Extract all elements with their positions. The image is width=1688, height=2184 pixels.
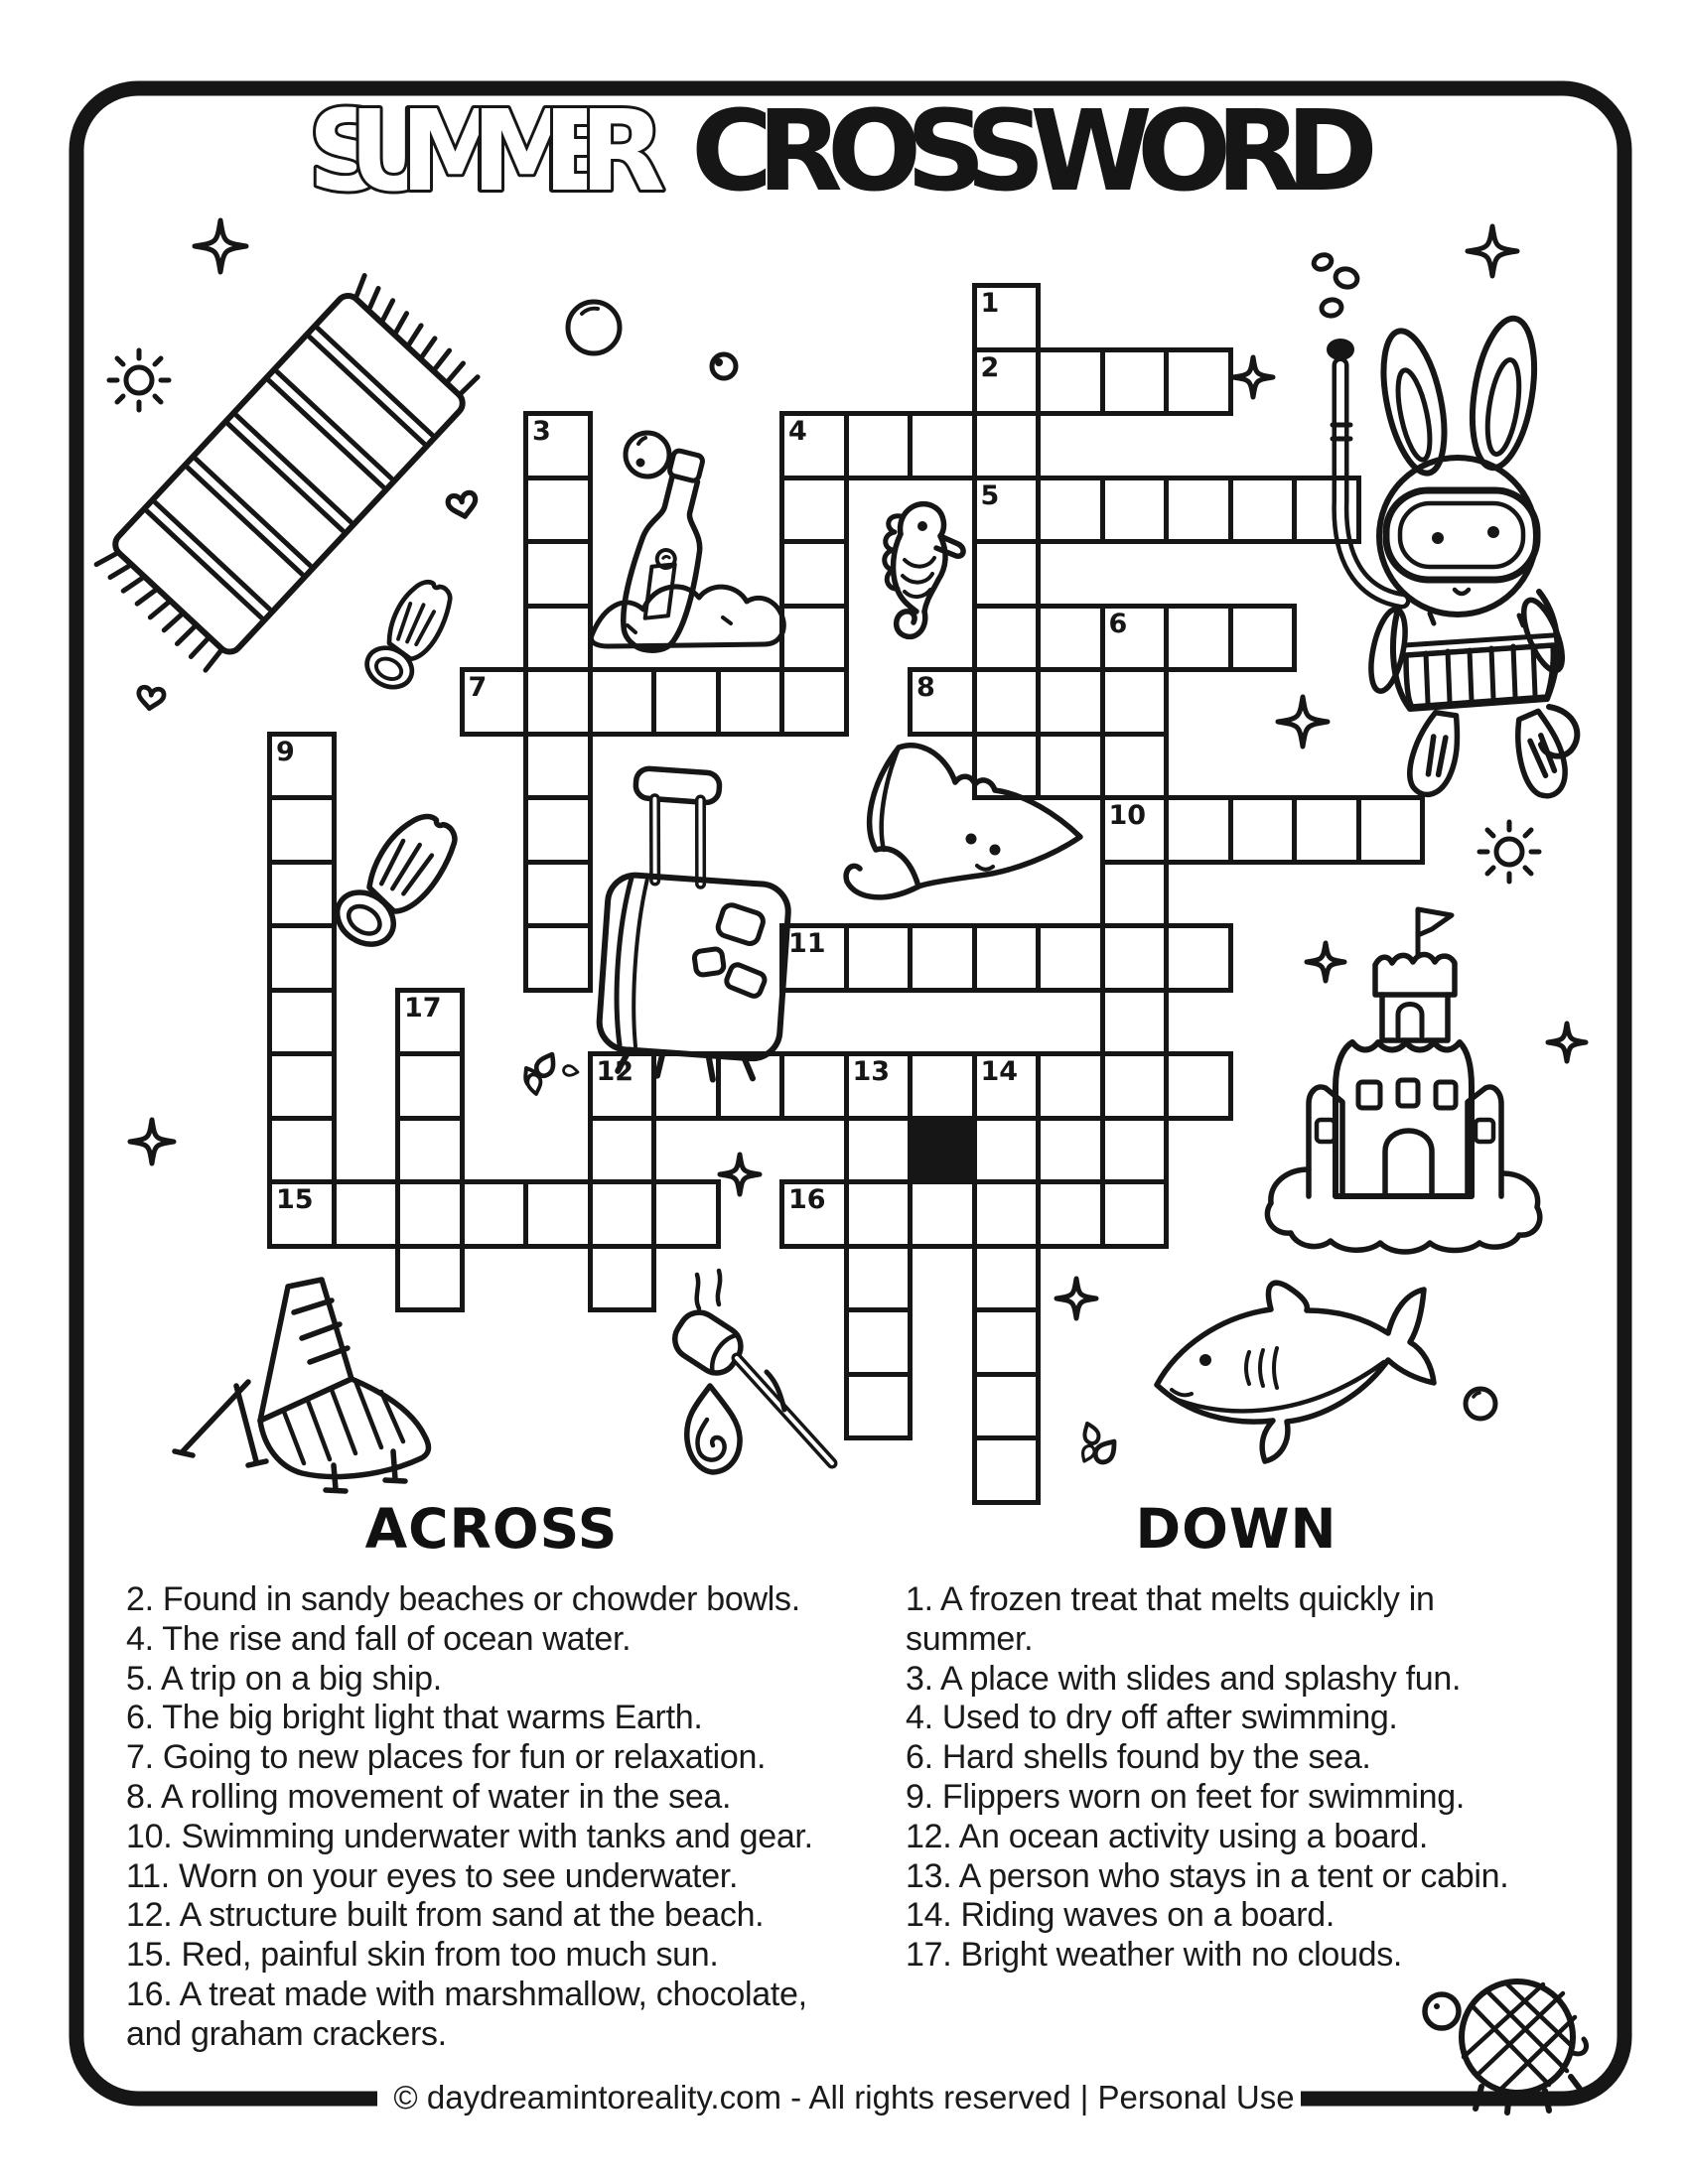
grid-cell[interactable]	[844, 1244, 914, 1313]
down-clue: 1. A frozen treat that melts quickly in	[906, 1580, 1435, 1618]
clue-number: 2	[980, 351, 1000, 383]
grid-cell[interactable]	[1100, 1179, 1170, 1249]
across-clue: 10. Swimming underwater with tanks and gear.	[126, 1817, 813, 1855]
clue-number: 7	[468, 672, 488, 703]
grid-cell[interactable]	[523, 923, 593, 993]
grid-cell[interactable]	[1164, 795, 1233, 865]
across-clue-list	[126, 1580, 881, 2055]
grid-cell[interactable]	[972, 667, 1042, 737]
grid-cell[interactable]	[395, 1051, 465, 1121]
clue-number: 14	[980, 1056, 1019, 1087]
grid-cell[interactable]	[1228, 476, 1298, 545]
snorkeling-bunny-illustration	[1329, 314, 1577, 801]
grid-cell[interactable]	[395, 1116, 465, 1185]
grid-cell[interactable]	[908, 411, 977, 480]
grid-cell[interactable]	[523, 1179, 593, 1249]
across-clue: 7. Going to new places for fun or relaxation.	[126, 1738, 767, 1777]
grid-cell[interactable]	[1164, 1051, 1233, 1121]
sun-doodle-right	[1479, 822, 1539, 882]
grid-cell[interactable]	[844, 1307, 914, 1377]
down-clue: 4. Used to dry off after swimming.	[906, 1699, 1398, 1737]
grid-cell[interactable]	[844, 923, 914, 993]
clue-number: 9	[276, 736, 295, 767]
grid-cell[interactable]	[972, 539, 1042, 609]
down-clue: summer.	[906, 1619, 1034, 1658]
grid-cell[interactable]	[779, 539, 849, 609]
grid-cell[interactable]	[267, 860, 337, 929]
grid-cell[interactable]	[779, 604, 849, 673]
grid-cell[interactable]	[844, 411, 914, 480]
clue-number: 8	[916, 672, 935, 703]
grid-cell[interactable]	[1036, 347, 1105, 417]
down-clue: 9. Flippers worn on feet for swimming.	[906, 1777, 1466, 1816]
grid-cell[interactable]	[395, 1244, 465, 1313]
grid-cell[interactable]	[844, 1372, 914, 1441]
suitcase-illustration	[596, 766, 797, 1087]
grid-cell[interactable]	[908, 1179, 977, 1249]
clue-number: 3	[532, 416, 551, 447]
grid-cell[interactable]	[972, 411, 1042, 480]
grid-cell[interactable]	[651, 667, 721, 737]
grid-cell[interactable]	[716, 667, 785, 737]
grid-cell[interactable]	[523, 604, 593, 673]
marshmallow-campfire-illustration	[667, 1271, 832, 1472]
grid-cell[interactable]	[1164, 476, 1233, 545]
grid-cell[interactable]	[1228, 604, 1298, 673]
grid-cell[interactable]	[267, 1116, 337, 1185]
grid-cell[interactable]	[267, 795, 337, 865]
grid-cell[interactable]	[844, 1179, 914, 1249]
grid-cell[interactable]	[651, 1179, 721, 1249]
grid-cell[interactable]	[1100, 1116, 1170, 1185]
footer-credit: © daydreamintoreality.com - All rights reserved | Personal Use	[393, 2079, 1295, 2116]
grid-cell[interactable]	[844, 1116, 914, 1185]
grid-cell[interactable]	[972, 1372, 1042, 1441]
grid-cell[interactable]	[779, 476, 849, 545]
grid-cell[interactable]	[779, 1051, 849, 1121]
clue-number: 4	[788, 416, 807, 447]
across-clue: 12. A structure built from sand at the beach.	[126, 1896, 765, 1935]
across-clue: 4. The rise and fall of ocean water.	[126, 1619, 632, 1658]
grid-cell[interactable]	[1036, 1179, 1105, 1249]
beach-towel-illustration	[92, 272, 486, 676]
grid-cell[interactable]	[1228, 795, 1298, 865]
grid-cell[interactable]	[1100, 347, 1170, 417]
grid-cell[interactable]	[523, 476, 593, 545]
grid-cell[interactable]	[972, 1244, 1042, 1313]
across-clue: and graham crackers.	[126, 2014, 447, 2053]
grid-cell[interactable]	[267, 988, 337, 1057]
grid-cell[interactable]	[1164, 604, 1233, 673]
title-word-crossword: CROSSWORD	[691, 87, 1378, 216]
grid-cell[interactable]	[1036, 1051, 1105, 1121]
grid-cell[interactable]	[1036, 923, 1105, 993]
across-clue: 6. The big bright light that warms Earth.	[126, 1699, 703, 1737]
down-heading: DOWN	[1135, 1497, 1337, 1561]
lounge-chair-illustration	[175, 1280, 428, 1491]
grid-cell[interactable]	[588, 667, 657, 737]
grid-cell[interactable]	[972, 732, 1042, 801]
grid-cell[interactable]	[972, 1435, 1042, 1505]
grid-cell[interactable]	[908, 1051, 977, 1121]
grid-cell[interactable]	[460, 1179, 529, 1249]
clue-number: 6	[1108, 608, 1128, 639]
across-clue: 11. Worn on your eyes to see underwater.	[126, 1856, 739, 1895]
across-clue: 16. A treat made with marshmallow, chocolate,	[126, 1975, 807, 2013]
grid-cell[interactable]	[779, 667, 849, 737]
grid-cell[interactable]	[1100, 1051, 1170, 1121]
grid-cell[interactable]	[523, 795, 593, 865]
grid-cell[interactable]	[1100, 732, 1170, 801]
grid-cell[interactable]	[1100, 860, 1170, 929]
clue-number: 17	[404, 992, 442, 1024]
grid-cell[interactable]	[908, 923, 977, 993]
clue-number: 11	[788, 928, 826, 959]
message-bottle-illustration	[591, 447, 783, 658]
grid-cell[interactable]	[1100, 476, 1170, 545]
down-clue: 12. An ocean activity using a board.	[906, 1817, 1428, 1855]
down-clue: 13. A person who stays in a tent or cabin.	[906, 1856, 1509, 1895]
heart-icons	[137, 491, 479, 710]
grid-cell[interactable]	[588, 1244, 657, 1313]
grid-cell[interactable]	[1036, 604, 1105, 673]
down-clue: 6. Hard shells found by the sea.	[906, 1738, 1371, 1777]
clue-number: 12	[596, 1056, 634, 1087]
grid-cell[interactable]	[588, 1116, 657, 1185]
grid-cell[interactable]	[1036, 1116, 1105, 1185]
sun-doodle-left	[109, 350, 169, 410]
grid-cell[interactable]	[1036, 667, 1105, 737]
grid-cell[interactable]	[1100, 923, 1170, 993]
grid-cell[interactable]	[588, 1179, 657, 1249]
across-clue: 15. Red, painful skin from too much sun.	[126, 1936, 719, 1975]
grid-cell[interactable]	[972, 604, 1042, 673]
grid-cell[interactable]	[1164, 923, 1233, 993]
title	[0, 0, 1688, 238]
clue-number: 16	[788, 1184, 826, 1215]
clue-number: 15	[276, 1184, 314, 1215]
grid-cell[interactable]	[523, 539, 593, 609]
clue-number: 10	[1108, 800, 1147, 831]
grid-cell[interactable]	[1292, 795, 1361, 865]
sandcastle-illustration	[1267, 909, 1539, 1252]
grid-cell[interactable]	[651, 1051, 721, 1121]
grid-cell[interactable]	[1036, 476, 1105, 545]
across-heading: ACROSS	[364, 1497, 619, 1561]
down-clue-list	[906, 1580, 1640, 1976]
grid-cell-black	[908, 1116, 977, 1185]
grid-cell[interactable]	[716, 1051, 785, 1121]
grid-cell[interactable]	[523, 732, 593, 801]
grid-cell[interactable]	[972, 923, 1042, 993]
grid-cell[interactable]	[267, 923, 337, 993]
seahorse-illustration	[885, 504, 963, 637]
grid-cell[interactable]	[972, 1179, 1042, 1249]
grid-cell[interactable]	[1036, 732, 1105, 801]
grid-cell[interactable]	[1100, 667, 1170, 737]
grid-cell[interactable]	[395, 1179, 465, 1249]
grid-cell[interactable]	[972, 1116, 1042, 1185]
grid-cell[interactable]	[972, 1307, 1042, 1377]
clue-number: 1	[980, 288, 1000, 319]
clue-number: 5	[980, 479, 1000, 511]
down-clue: 3. A place with slides and splashy fun.	[906, 1659, 1462, 1698]
grid-cell[interactable]	[267, 1051, 337, 1121]
grid-cell[interactable]	[1356, 795, 1426, 865]
title-word-summer: SUMMER	[308, 87, 665, 216]
grid-cell[interactable]	[1164, 347, 1233, 417]
across-clue: 8. A rolling movement of water in the sea.	[126, 1777, 732, 1816]
grid-cell[interactable]	[1100, 988, 1170, 1057]
clue-number: 13	[852, 1056, 891, 1087]
shark-illustration	[1157, 1283, 1434, 1461]
across-clue: 5. A trip on a big ship.	[126, 1659, 442, 1698]
grid-cell[interactable]	[1292, 476, 1361, 545]
down-clue: 17. Bright weather with no clouds.	[906, 1936, 1403, 1975]
grid-cell[interactable]	[332, 1179, 401, 1249]
across-clue: 2. Found in sandy beaches or chowder bowls.	[126, 1580, 800, 1618]
grid-cell[interactable]	[523, 667, 593, 737]
swim-fin-illustrations	[328, 572, 465, 959]
down-clue: 14. Riding waves on a board.	[906, 1896, 1335, 1935]
grid-cell[interactable]	[523, 860, 593, 929]
